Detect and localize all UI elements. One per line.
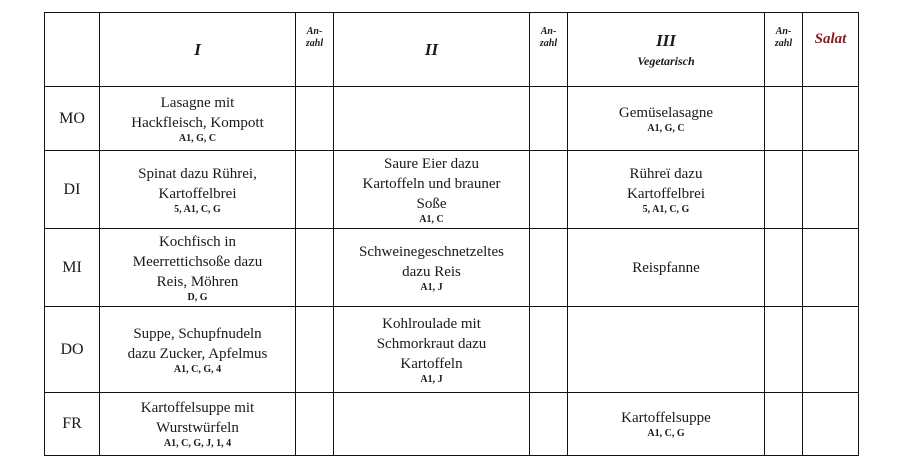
count-3-cell[interactable] xyxy=(765,307,803,393)
menu-2-cell xyxy=(334,307,530,393)
count-1-label: An- zahl xyxy=(305,25,324,49)
menu-2-cell xyxy=(334,393,530,456)
day-row-di xyxy=(45,151,859,229)
count-2-label: An- zahl xyxy=(539,25,558,49)
count-2-cell[interactable] xyxy=(530,229,568,307)
dish-name: Rühreï dazu Kartoffelbrei xyxy=(626,165,706,202)
menu-3-cell xyxy=(568,229,765,307)
count-2-cell[interactable] xyxy=(530,307,568,393)
salad-cell[interactable] xyxy=(803,307,859,393)
day-label: DI xyxy=(45,151,100,229)
dish-name: Gemüselasagne xyxy=(618,104,714,121)
header-menu-1 xyxy=(100,13,296,87)
allergen-codes: A1, C xyxy=(419,213,444,225)
allergen-codes: A1, J xyxy=(420,281,443,293)
day-row-mi xyxy=(45,229,859,307)
menu-3-subtitle: Vegetarisch xyxy=(637,53,695,68)
header-count-1 xyxy=(296,13,334,87)
day-row-mo xyxy=(45,87,859,151)
menu-1-title: I xyxy=(194,39,201,59)
allergen-codes: D, G xyxy=(187,291,208,303)
count-1-cell[interactable] xyxy=(296,87,334,151)
salad-cell[interactable] xyxy=(803,229,859,307)
allergen-codes: A1, G, C xyxy=(647,122,685,134)
allergen-codes: A1, G, C xyxy=(178,132,217,144)
count-3-cell[interactable] xyxy=(765,229,803,307)
dish-name: Schweinegeschnetzeltes dazu Reis xyxy=(359,243,504,280)
header-menu-3 xyxy=(568,13,765,87)
header-count-2 xyxy=(530,13,568,87)
count-2-cell[interactable] xyxy=(530,393,568,456)
allergen-codes: 5, A1, C, G xyxy=(642,203,690,215)
count-3-label: An- zahl xyxy=(774,25,793,49)
dish-name: Suppe, Schupfnudeln dazu Zucker, Apfelmus xyxy=(127,325,268,362)
count-3-cell[interactable] xyxy=(765,87,803,151)
dish-name: Saure Eier dazu Kartoffeln und brauner Soße xyxy=(362,155,501,212)
allergen-codes: A1, C, G xyxy=(647,428,685,439)
header-count-3 xyxy=(765,13,803,87)
menu-3-cell xyxy=(568,151,765,229)
dish-name: Kartoffelsuppe mit Wurstwürfeln xyxy=(140,400,255,436)
salad-cell[interactable] xyxy=(803,87,859,151)
count-2-cell[interactable] xyxy=(530,151,568,229)
day-row-do xyxy=(45,307,859,393)
menu-3-title: III xyxy=(656,30,676,50)
menu-1-cell xyxy=(100,151,296,229)
day-label: DO xyxy=(45,307,100,393)
count-1-cell[interactable] xyxy=(296,393,334,456)
menu-2-cell xyxy=(334,151,530,229)
allergen-codes: A1, C, G, 4 xyxy=(173,363,222,375)
count-1-cell[interactable] xyxy=(296,307,334,393)
day-label: MO xyxy=(45,87,100,151)
count-3-cell[interactable] xyxy=(765,393,803,456)
dish-name: Kartoffelsuppe xyxy=(621,410,711,426)
menu-2-cell xyxy=(334,87,530,151)
menu-1-cell xyxy=(100,87,296,151)
lunch-menu-table xyxy=(44,12,859,456)
count-1-cell[interactable] xyxy=(296,151,334,229)
allergen-codes: A1, J xyxy=(420,373,443,385)
allergen-codes: 5, A1, C, G xyxy=(174,203,221,215)
day-label: MI xyxy=(45,229,100,307)
header-salad xyxy=(803,13,859,87)
count-2-cell[interactable] xyxy=(530,87,568,151)
menu-3-cell xyxy=(568,393,765,456)
allergen-codes: A1, C, G, J, 1, 4 xyxy=(163,438,232,449)
day-label: FR xyxy=(45,393,100,456)
dish-name: Lasagne mit Hackfleisch, Kompott xyxy=(131,94,264,131)
dish-name: Kochfisch in Meerrettichsoße dazu Reis, Möhren xyxy=(132,233,263,290)
header-row xyxy=(45,13,859,87)
dish-name: Reispfanne xyxy=(632,259,700,276)
count-3-cell[interactable] xyxy=(765,151,803,229)
day-row-fr xyxy=(45,393,859,456)
menu-1-cell xyxy=(100,307,296,393)
count-1-cell[interactable] xyxy=(296,229,334,307)
menu-3-cell xyxy=(568,87,765,151)
menu-1-cell xyxy=(100,393,296,456)
salad-cell[interactable] xyxy=(803,151,859,229)
dish-name: Kohlroulade mit Schmorkraut dazu Kartoffeln xyxy=(376,315,487,372)
menu-3-cell xyxy=(568,307,765,393)
salad-title: Salat xyxy=(814,31,847,47)
menu-2-cell xyxy=(334,229,530,307)
menu-2-title: II xyxy=(424,39,439,59)
salad-cell[interactable] xyxy=(803,393,859,456)
menu-1-cell xyxy=(100,229,296,307)
header-corner xyxy=(45,13,100,87)
dish-name: Spinat dazu Rührei, Kartoffelbrei xyxy=(138,165,257,202)
header-menu-2 xyxy=(334,13,530,87)
